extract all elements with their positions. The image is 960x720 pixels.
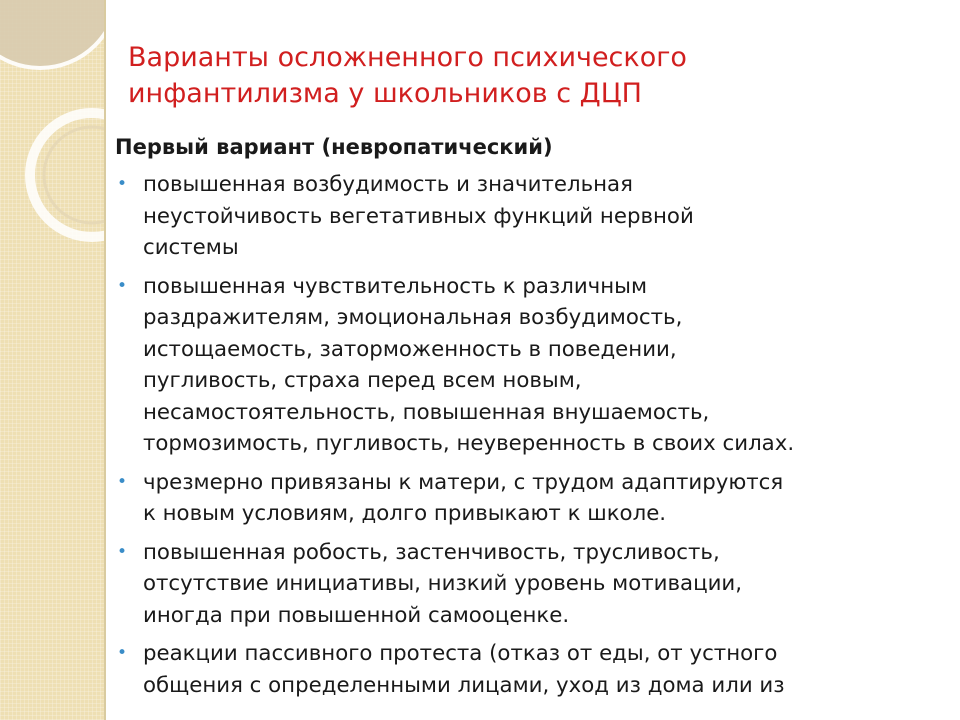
list-item-text: повышенная чувствительность к различным раздражителям, эмоциональная возбудимость, истощаемость, заторможенность в поведении, пугливость, страха перед всем новым, несамостоятельность, повышенная внушаемость, тормозимость, пугливость, неуверенность в своих силах.: [143, 273, 795, 456]
bullet-icon: •: [117, 541, 128, 562]
list-item: [115, 467, 945, 530]
decorative-circles: [0, 0, 104, 720]
slide-content: [115, 133, 945, 708]
list-item-text: повышенная возбудимость и значительная неустойчивость вегетативных функций нервной системы: [143, 172, 694, 260]
sidebar-divider: [104, 0, 106, 720]
bullet-list: [115, 169, 945, 701]
subheading-main: Первый вариант: [115, 135, 315, 159]
decorative-sidebar: [0, 0, 104, 720]
list-item: [115, 638, 945, 701]
subheading: [115, 133, 945, 161]
bullet-icon: •: [117, 275, 128, 296]
slide-title: Варианты осложненного психического инфантилизма у школьников с ДЦП: [128, 42, 687, 109]
bullet-icon: •: [117, 174, 128, 194]
list-item: [115, 271, 945, 460]
list-item: [115, 537, 945, 632]
list-item: [115, 169, 945, 264]
list-item-text: повышенная робость, застенчивость, трусливость, отсутствие инициативы, низкий уровень мотивации, иногда при повышенной самооценке.: [143, 539, 743, 628]
bullet-icon: •: [117, 643, 128, 663]
list-item-text: реакции пассивного протеста (отказ от еды, от устного общения с определенными лицами, уход из дома или из: [143, 641, 785, 698]
bullet-icon: •: [117, 471, 128, 492]
subheading-paren: (невропатический): [321, 135, 553, 159]
list-item-text: чрезмерно привязаны к матери, с трудом адаптируются к новым условиям, долго привыкают к школе.: [143, 469, 784, 526]
